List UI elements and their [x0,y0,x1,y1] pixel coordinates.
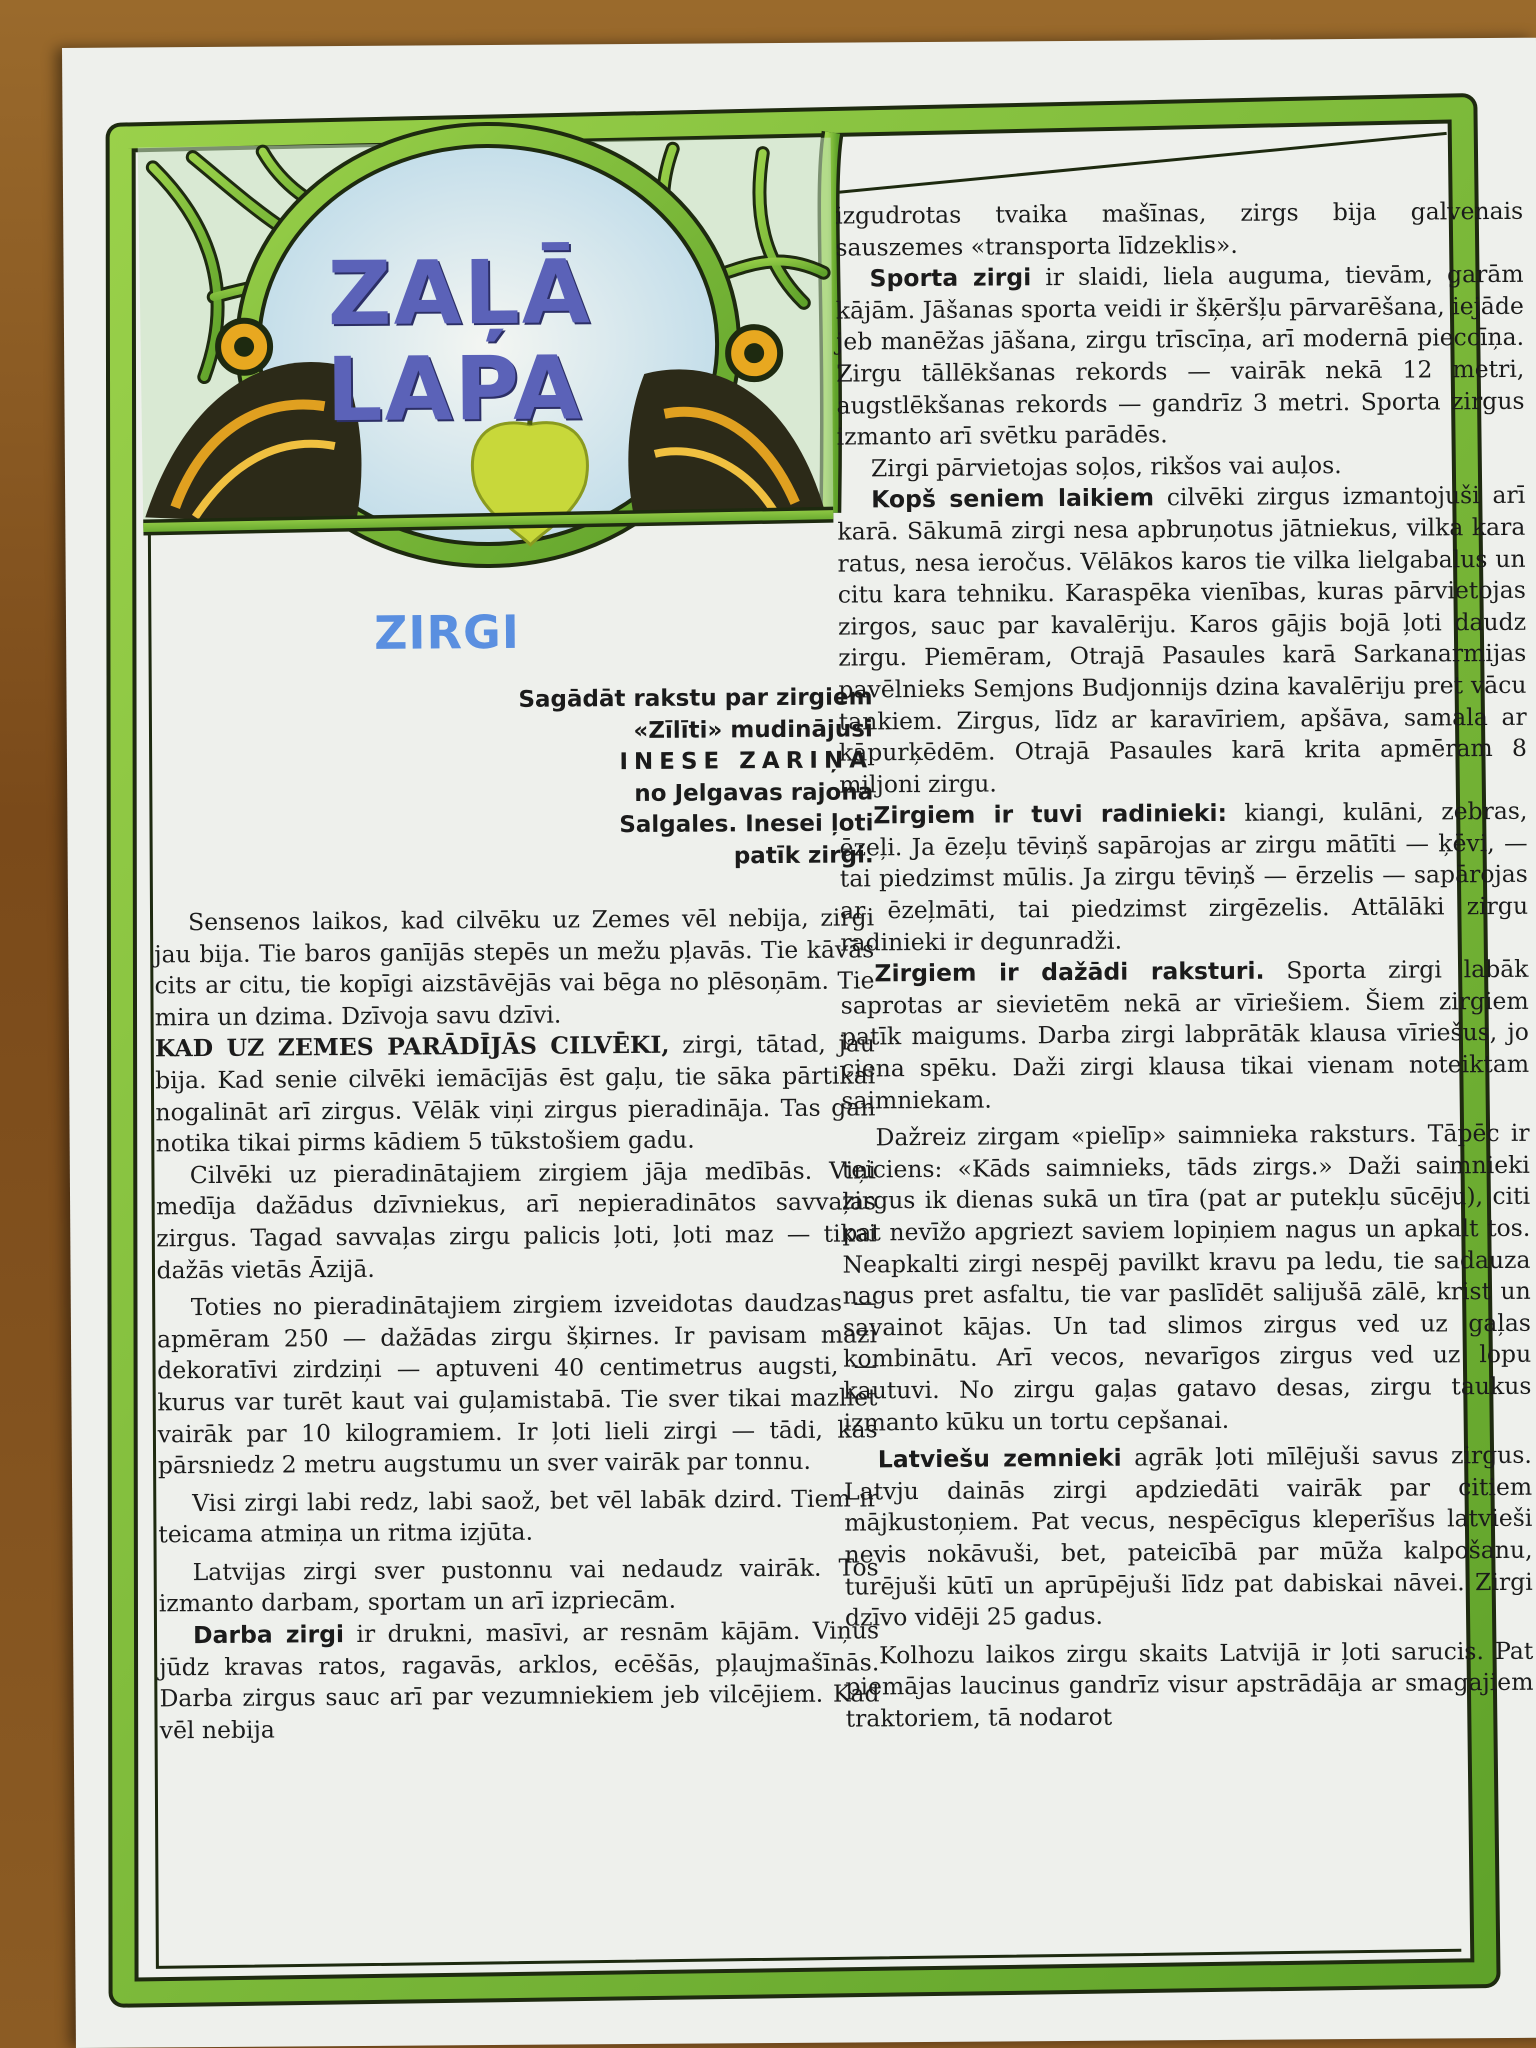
paragraph-text: agrāk ļoti mīlējuši savus zirgus. Latvju dainās zirgi apdziedāti vairāk par citiem mājkustoņiem. Pat vecus, nespēcīgus kleperīšus latvieši nevis nokāvuši, bet, pateicībā par mūža kalpošanu, turējuši kūtī un aprūpējuši līdz pat dabiskai nāvei. Zirgi dzīvo vidēji 25 gadus. [843,1440,1533,1632]
article-intro [366,682,873,875]
paragraph-lead: Sporta zirgi [869,263,1032,293]
paragraph: Sensenos laikos, kad cilvēku uz Zemes vēl nebija, zirgi jau bija. Tie baros ganījās stepēs un mežu pļavās. Tie kāvās cits ar citu, tie kopīgi aizstāvējās vai bēga no plēsoņām. Tie mira un dzima. Dzīvoja savu dzīvi. [154,903,875,1032]
paragraph: Dažreiz zirgam «pielīp» saimnieka raksturs. Tāpēc ir teiciens: «Kāds saimnieks, tāds zirgs.» Daži saimnieki zirgus ik dienas sukā un tīra (pat ar putekļu sūcēju), citi pat nevīžo apgriezt saviem lopiņiem nagus un apkalt tos. Neapkalti zirgi nespēj pavilkt kravu pa ledu, tie sadauza nagus pret asfaltu, tie var paslīdēt salijušā zālē, krist un savainot kājas. Un tad slimos zirgus ved uz gaļas kombinātu. Arī vecos, nevarīgos zirgus ved uz lopu kautuvi. No zirgu gaļas gatavo desas, zirgu taukus izmanto kūku un tortu cepšanai. [841,1118,1532,1437]
paragraph [844,1440,1533,1634]
magazine-logo-line1: ZAĻĀ [327,240,593,346]
paragraph [155,1029,876,1160]
paragraph [836,259,1525,453]
magazine-page [62,38,1536,2048]
paragraph-lead: Zirgiem ir dažādi raksturi. [874,956,1265,988]
paragraph: Toties no pieradinātajiem zirgiem izveidotas daudzas — apmēram 250 — dažādas zirgu šķirnes. Ir pavisam mazi dekoratīvi zirdziņi — aptuveni 40 centimetrus augsti, — kurus var turēt kaut vai guļamistabā. Tie sver tikai mazliet vairāk par 10 kilogramiem. Ir ļoti lieli zirgi — tādi, kas pārsniedz 2 metru augstumu un sver vairāk par tonnu. [156,1288,878,1480]
paragraph: izgudrotas tvaika mašīnas, zirgs bija galvenais sauszemes «transporta līdzeklis». [835,196,1524,262]
paragraph-lead: Zirgiem ir tuvi radinieki: [873,799,1228,830]
paragraph [839,796,1528,959]
paragraph: Zirgi pārvietojas soļos, rikšos vai auļos. [870,450,1342,483]
paragraph-text: zirgi, tātad, jau bija. Kad senie cilvēki iemācījās ēst gaļu, tie sāka pārtikai nogalināt arī zirgus. Vēlāk viņi zirgus pieradināja. Tas gan notika tikai pirms kādiem 5 tūkstošiem gadu. [155,1029,876,1158]
intro-line: «Zīlīti» mudinājusi [633,715,873,744]
paragraph [159,1615,880,1746]
magazine-logo-line2: LAPA [326,336,584,442]
intro-line: patīk zirgi. [733,842,874,870]
paragraph-text: kiangi, kulāni, zebras, ēzeļi. Ja ēzeļu tēviņš sapārojas ar zirgu mātīti — ķēvi, — tai piedzimst mūlis. Ja zirgu tēviņš — ērzelis — sapārojas ar ēzeļmāti, tai piedzimst zirgēzelis. Attālāki zirgu radinieki ir degunradži. [839,797,1529,957]
paragraph-text: ir drukni, masīvi, ar resnām kājām. Viņus jūdz kravas ratos, ragavās, arklos, ecēšās, pļaujmašīnās. Darba zirgus sauc arī par vezumniekiem jeb vilcējiem. Kad vēl nebija [159,1616,880,1745]
paragraph-text: ir slaidi, liela auguma, tievām, garām kājām. Jāšanas sporta veidi ir šķēršļu pārvarēšana, iejāde jeb manēžas jāšana, zirgu trīscīņa, arī modernā pieccīņa. Zirgu tāllēkšanas rekords — vairāk nekā 12 metri, augstlēkšanas rekords — gandrīz 3 metri. Sporta zirgus izmanto arī svētku parādēs. [835,259,1525,451]
paragraph: Visi zirgi labi redz, labi saož, bet vēl labāk dzird. Tiem ir teicama atmiņa un ritma izjūta. [158,1484,879,1549]
paragraph: Kolhozu laikos zirgu skaits Latvijā ir ļoti sarucis. Pat piemājas laucinus gandrīz visur apstrādāja ar smagajiem traktoriem, tā nodarot [845,1636,1534,1733]
paragraph: Cilvēki uz pieradinātajiem zirgiem jāja medībās. Viņi medīja dažādus dzīvniekus, arī nepieradinātos savvaļas zirgus. Tagad savvaļas zirgu palicis ļoti, ļoti maz — tikai dažās vietās Āzijā. [155,1156,877,1284]
intro-line: Salgales. Inesei ļoti [619,810,874,839]
paragraph-text: Sporta zirgi labāk saprotas ar sievietēm nekā ar vīriešiem. Šiem zirgiem patīk maigums. Darba zirgi labprātāk klausa vīriešus, jo ciena spēku. Daži zirgi klausa tikai vienam noteiktam saimniekam. [840,955,1530,1115]
paragraph-lead: KAD UZ ZEMES PARĀDĪJĀS CILVĒKI, [154,1031,670,1063]
article-column-right [835,196,1535,1981]
article-column-left [154,902,881,1967]
paragraph [837,480,1527,801]
paragraph-lead: Kopš seniem laikiem [871,483,1155,514]
intro-author: INESE ZARIŅA [619,747,874,776]
paragraph: Latvijas zirgi sver pustonnu vai nedaudz vairāk. Tos izmanto darbam, sportam un arī izpriecām. [158,1553,879,1618]
paragraph [840,954,1529,1117]
paragraph-lead: Latviešu zemnieki [877,1443,1122,1474]
paragraph-lead: Darba zirgi [192,1620,345,1650]
article-title: ZIRGI [373,604,521,660]
intro-line: no Jelgavas rajona [634,779,874,807]
intro-line: Sagādāt rakstu par zirgiem [518,684,873,713]
paragraph-text: cilvēki zirgus izmantojuši arī karā. Sākumā zirgi nesa apbruņotus jātniekus, vilka kara ratus, nesa ieročus. Vēlākos karos tie vilka lielgabalus un citu kara tehniku. Karaspēka vienības, kuras pārvietojas zirgos, sauc par kavalēriju. Karos gājis bojā ļoti daudz zirgu. Piemēram, Otrajā Pasaules karā Sarkanarmijas pavēlnieks Semjons Budjonnijs dzina kavalēriju pret vācu tankiem. Zirgus, līdz ar karavīriem, apšāva, samala ar kāpurķēdēm. Otrajā Pasaules karā krita apmēram 8 miljoni zirgu. [837,481,1528,799]
